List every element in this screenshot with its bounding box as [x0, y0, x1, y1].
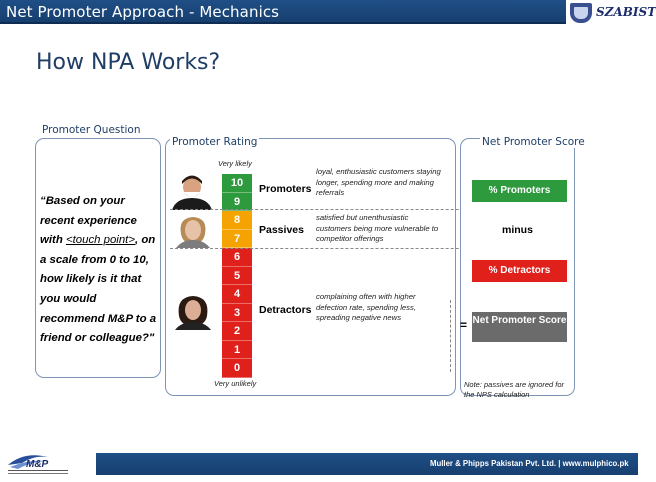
scale-value-7: 7: [222, 230, 252, 249]
scale-value-9: 9: [222, 193, 252, 212]
promoters-label: Promoters: [259, 183, 312, 195]
scale-value-5: 5: [222, 267, 252, 286]
page-title: How NPA Works?: [36, 50, 221, 75]
footer-text: Muller & Phipps Pakistan Pvt. Ltd. | www.mulphico.pk: [430, 459, 629, 468]
scale-value-3: 3: [222, 304, 252, 323]
detractors-label: Detractors: [259, 304, 312, 316]
header-title: Net Promoter Approach - Mechanics: [6, 3, 280, 21]
scale-value-8: 8: [222, 211, 252, 230]
promoters-description: loyal, enthusiastic customers staying longer, spending more and making referrals: [316, 167, 441, 197]
percent-detractors-box: % Detractors: [472, 260, 567, 282]
mp-logo-icon: [4, 449, 92, 477]
promoter-question-label: Promoter Question: [42, 124, 141, 136]
scale-value-1: 1: [222, 341, 252, 360]
net-promoter-score-box: Net Promoter Score: [472, 312, 567, 342]
scale-value-10: 10: [222, 174, 252, 193]
passives-note: Note: passives are ignored for the NPS calculation: [464, 380, 565, 399]
percent-promoters-box: % Promoters: [472, 180, 567, 202]
detractors-description: complaining often with higher defection rate, spending less, spreading negative news: [316, 292, 417, 322]
promoter-face-icon: [170, 174, 214, 210]
very-unlikely-label: Very unlikely: [214, 379, 257, 388]
passives-description: satisfied but unenthusiastic customers being more vulnerable to competitor offerings: [316, 213, 439, 243]
score-divider: [450, 300, 451, 372]
touch-point-text: <touch point>: [65, 234, 135, 247]
minus-text: minus: [502, 224, 533, 236]
passives-label: Passives: [259, 224, 304, 236]
scale-value-2: 2: [222, 322, 252, 341]
net-promoter-score-label: Net Promoter Score: [482, 136, 585, 148]
promoter-question-text: “Based on your recent experience with <touch point>, on a scale from 0 to 10, how likely is it that you would recommend M&P to a friend or colleague?": [40, 195, 157, 345]
scale-value-0: 0: [222, 359, 252, 378]
detractor-face-icon: [172, 294, 214, 330]
very-likely-label: Very likely: [218, 159, 252, 168]
scale-value-4: 4: [222, 285, 252, 304]
scale-value-6: 6: [222, 248, 252, 267]
promoter-rating-label: Promoter Rating: [172, 136, 258, 148]
szabist-logo-text: SZABIST: [596, 5, 656, 19]
passive-face-icon: [172, 214, 214, 248]
szabist-logo: [570, 2, 656, 24]
shield-logo-icon: [570, 3, 592, 23]
mp-logo-text: M&P: [26, 459, 49, 470]
equals-sign: =: [460, 318, 468, 332]
